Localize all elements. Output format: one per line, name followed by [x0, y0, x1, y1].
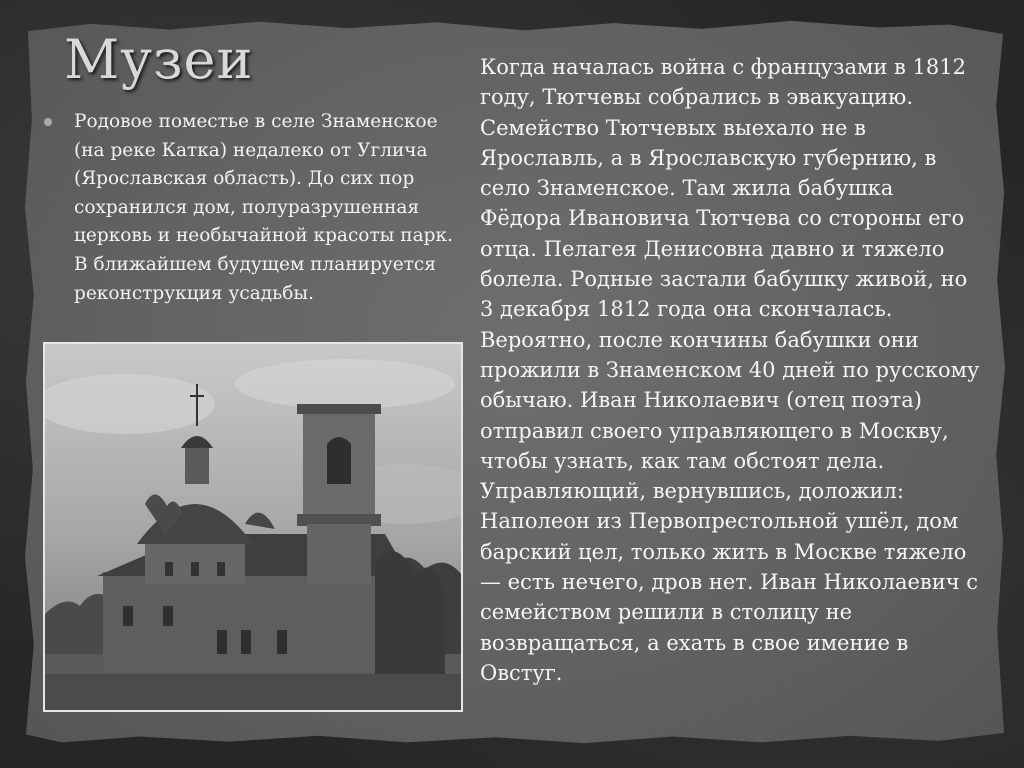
bullet-dot-icon: [44, 118, 52, 126]
narrative-text: Когда началась война с французами в 1812 году, Тютчевы собрались в эвакуацию. Семейство Тютчевых выехало не в Ярославль, а в Ярославскую губернию, в село Знаменское. Там жила бабушка Фёдора Ивановича Тютчева со стороны его отца. Пелагея Денисовна давно и тяжело болела. Родные застали бабушку живой, но 3 декабря 1812 года она скончалась. Вероятно, после кончины бабушки они прожили в Знаменском 40 дней по русскому обычаю. Иван Николаевич (отец поэта) отправил своего управляющего в Москву, чтобы узнать, как там обстоят дела. Управляющий, вернувшись, доложил: Наполеон из Первопрестольной ушёл, дом барский цел, только жить в Москве тяжело — есть нечего, дров нет. Иван Николаевич с семейством решили в столицу не возвращаться, а ехать в свое имение в Овстуг.: [480, 55, 980, 685]
slide-title: Музеи: [64, 28, 254, 91]
bullet-text: Родовое поместье в селе Знаменское (на реке Катка) недалеко от Углича (Ярославская область). До сих пор сохранился дом, полуразрушенная церковь и необычайной красоты парк. В ближайшем будущем планируется реконструкция усадьбы.: [74, 111, 453, 304]
church-photo: [43, 342, 463, 712]
bullet-item: [44, 108, 456, 308]
church-photo-image: [45, 344, 461, 710]
